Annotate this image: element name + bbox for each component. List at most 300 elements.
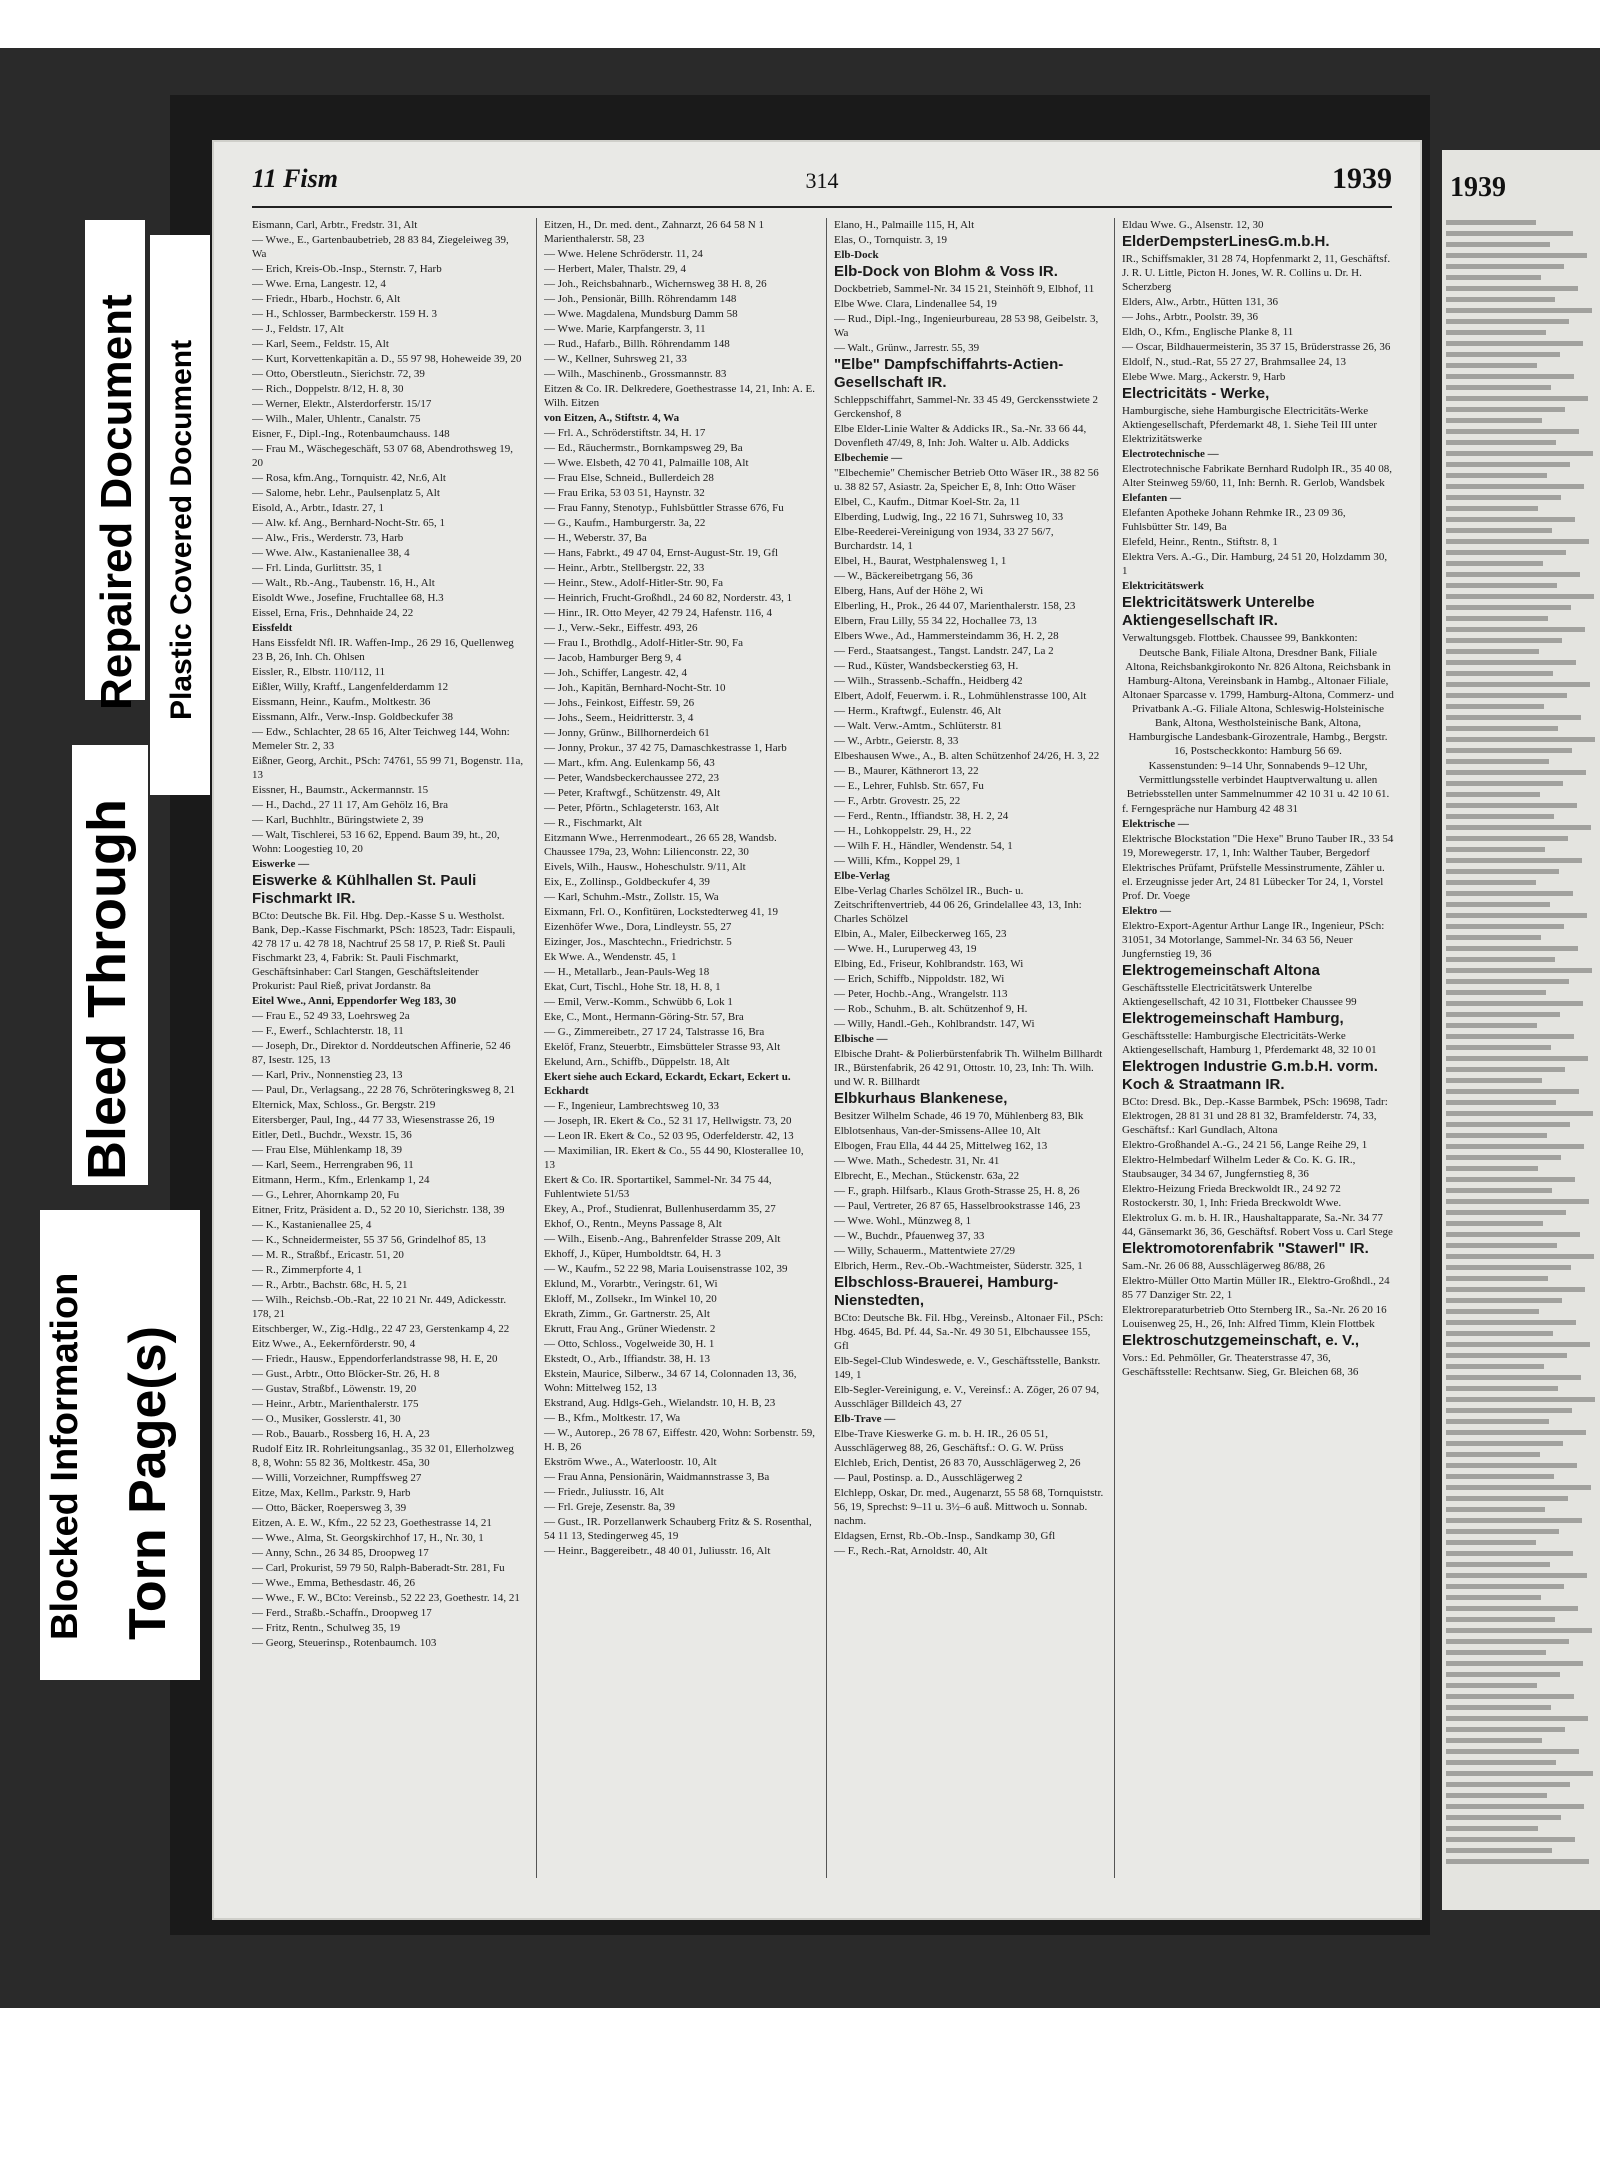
neighbor-text-line: [1446, 231, 1573, 236]
directory-entry: — R., Fischmarkt, Alt: [544, 817, 642, 829]
neighbor-text-line: [1446, 1771, 1593, 1776]
neighbor-text-line: [1446, 1672, 1560, 1677]
directory-entry: Eldh, O., Kfm., Englische Planke 8, 11: [1122, 326, 1294, 338]
directory-entry: — Salome, hebr. Lehr., Paulsenplatz 5, Alt: [252, 487, 440, 499]
directory-entry: Elbers Wwe., Ad., Hammersteindamm 36, H. 2, 28: [834, 630, 1059, 642]
directory-entry: Elchleb, Erich, Dentist, 26 83 70, Ausschlägerweg 2, 26: [834, 1457, 1081, 1469]
column-1: [252, 218, 524, 1878]
neighbor-text-line: [1446, 803, 1577, 808]
directory-entry: Elb-Segel-Club Windeswede, e. V., Geschäftsstelle, Bankstr. 149, 1: [834, 1355, 1101, 1381]
directory-entry: Eitler, Detl., Buchdr., Wexstr. 15, 36: [252, 1129, 412, 1141]
directory-entry: — Friedr., Hausw., Eppendorferlandstrasse 98, H. E, 20: [252, 1353, 498, 1365]
neighbor-text-line: [1446, 781, 1563, 786]
neighbor-text-line: [1446, 968, 1592, 973]
directory-entry: — Frau M., Wäschegeschäft, 53 07 68, Abendrothsweg 19, 20: [252, 443, 513, 469]
directory-entry: — Walt., Grünw., Jarrestr. 55, 39: [834, 342, 980, 354]
neighbor-text-line: [1446, 1606, 1578, 1611]
directory-entry: — Frau E., 52 49 33, Loehrsweg 2a: [252, 1010, 410, 1022]
directory-entry: Elbogen, Frau Ella, 44 44 25, Mittelweg 162, 13: [834, 1140, 1048, 1152]
neighbor-text-line: [1446, 1177, 1575, 1182]
directory-entry: Elb-Trave —: [834, 1413, 896, 1425]
neighbor-text-line: [1446, 1430, 1586, 1435]
directory-entry: Elbin, A., Maler, Eilbeckerweg 165, 23: [834, 928, 1007, 940]
directory-entry: — Alw. kf. Ang., Bernhard-Nocht-Str. 65, 1: [252, 517, 445, 529]
neighbor-text-line: [1446, 1716, 1588, 1721]
directory-entry: Hamburgische, siehe Hamburgische Electricitäts-Werke Aktiengesellschaft, Pferdemarkt 48, 1. Siehe Teil III unter Elektrizitätswerke: [1122, 405, 1378, 445]
header-year: 1939: [1332, 162, 1392, 195]
neighbor-text-line: [1446, 429, 1579, 434]
directory-entry: — Wwe., F. W., BCto: Vereinsb., 52 22 23, Goethestr. 14, 21: [252, 1592, 520, 1604]
directory-entry: ElderDempsterLinesG.m.b.H.: [1122, 233, 1330, 250]
neighbor-text-line: [1446, 517, 1575, 522]
neighbor-text-line: [1446, 1463, 1577, 1468]
directory-entry: — Frau Anna, Pensionärin, Waidmannstrasse 3, Ba: [544, 1471, 770, 1483]
directory-entry: — Oscar, Bildhauermeisterin, 35 37 15, Brüderstrasse 26, 36: [1122, 341, 1391, 353]
directory-entry: Sam.-Nr. 26 06 88, Ausschlägerweg 86/88, 26: [1122, 1260, 1325, 1272]
directory-entry: — Werner, Elektr., Alsterdorferstr. 15/17: [252, 398, 432, 410]
neighbor-text-line: [1446, 935, 1541, 940]
directory-entry: — Peter, Kraftwgf., Schützenstr. 49, Alt: [544, 787, 721, 799]
neighbor-text-line: [1446, 1518, 1582, 1523]
directory-entry: — Gust., Arbtr., Otto Blöcker-Str. 26, H. 8: [252, 1368, 440, 1380]
neighbor-text-line: [1446, 616, 1548, 621]
neighbor-page: [1442, 150, 1600, 1910]
neighbor-text-line: [1446, 1826, 1538, 1831]
neighbor-text-line: [1446, 1738, 1542, 1743]
directory-entry: Eitschberger, W., Zig.-Hdlg., 22 47 23, Gerstenkamp 4, 22: [252, 1323, 510, 1335]
neighbor-text-line: [1446, 1419, 1549, 1424]
directory-entry: — Emil, Verw.-Komm., Schwübb 6, Lok 1: [544, 996, 733, 1008]
directory-entry: Elektrisches Prüfamt, Prüfstelle Messinstrumente, Zähler u. el. Erzeugnisse jeder Art, 24 81 Lübecker Tor 24, 1, Vorstel Prof. Dr. Voege: [1122, 862, 1385, 902]
directory-entry: Eivels, Wilh., Hausw., Hoheschulstr. 9/11, Alt: [544, 861, 746, 873]
directory-page: [212, 140, 1422, 1920]
neighbor-text-line: [1446, 913, 1587, 918]
directory-entry: Elektricitätswerk Unterelbe Aktiengesellschaft IR.: [1122, 594, 1315, 629]
directory-entry: Elefeld, Heinr., Rentn., Stiftstr. 8, 1: [1122, 536, 1278, 548]
plastic-covered-label: Plastic Covered Document: [165, 339, 198, 720]
neighbor-text-line: [1446, 1848, 1552, 1853]
neighbor-text-line: [1446, 1001, 1583, 1006]
directory-entry: — Frau I., Brothdlg., Adolf-Hitler-Str. 90, Fa: [544, 637, 743, 649]
directory-entry: — Karl, Schuhm.-Mstr., Zollstr. 15, Wa: [544, 891, 719, 903]
directory-entry: Elbe-Verlag: [834, 870, 890, 882]
directory-entry: — Wwe. Math., Schedestr. 31, Nr. 41: [834, 1155, 1000, 1167]
neighbor-text-line: [1446, 682, 1590, 687]
directory-columns: [252, 218, 1392, 1878]
neighbor-text-line: [1446, 1584, 1564, 1589]
directory-entry: — Wwe., E., Gartenbaubetrieb, 28 83 84, Ziegeleiweg 39, Wa: [252, 234, 509, 260]
neighbor-text-line: [1446, 1650, 1546, 1655]
neighbor-text-line: [1446, 858, 1582, 863]
neighbor-text-line: [1446, 1364, 1544, 1369]
directory-entry: — K., Kastanienallee 25, 4: [252, 1219, 372, 1231]
directory-entry: — Jacob, Hamburger Berg 9, 4: [544, 652, 682, 664]
neighbor-text-line: [1446, 1595, 1541, 1600]
header-left-text: 11 Fism: [252, 164, 338, 193]
neighbor-text-line: [1446, 1221, 1543, 1226]
directory-entry: — Gustav, Straßbf., Löwenstr. 19, 20: [252, 1383, 417, 1395]
neighbor-text-line: [1446, 1144, 1584, 1149]
neighbor-text-line: [1446, 583, 1557, 588]
neighbor-text-line: [1446, 825, 1591, 830]
directory-entry: — Peter, Wandsbeckerchaussee 272, 23: [544, 772, 720, 784]
directory-entry: — Rud., Küster, Wandsbeckerstieg 63, H.: [834, 660, 1019, 672]
neighbor-text-line: [1446, 638, 1562, 643]
neighbor-text-line: [1446, 1573, 1587, 1578]
directory-entry: — B., Kfm., Moltkestr. 17, Wa: [544, 1412, 681, 1424]
neighbor-text-line: [1446, 1683, 1537, 1688]
directory-entry: — Joseph, Dr., Direktor d. Norddeutschen Affinerie, 52 46 87, Isestr. 125, 13: [252, 1040, 511, 1066]
neighbor-text-line: [1446, 1397, 1595, 1402]
directory-entry: Elektro-Müller Otto Martin Müller IR., Elektro-Großhdl., 24 85 77 Danziger Str. 22, 1: [1122, 1275, 1390, 1301]
directory-entry: Elbe-Verlag Charles Schölzel IR., Buch- u. Zeitschriftenvertrieb, 44 06 26, Grindelallee 43, 13, Inh: Charles Schölzel: [834, 885, 1082, 925]
neighbor-text-line: [1446, 1045, 1551, 1050]
directory-entry: — Wilh., Strassenb.-Schaffn., Heidberg 42: [834, 675, 1023, 687]
directory-entry: — H., Schlosser, Barmbeckerstr. 159 H. 3: [252, 308, 438, 320]
neighbor-text-line: [1446, 1199, 1589, 1204]
directory-entry: Eizinger, Jos., Maschtechn., Friedrichstr. 5: [544, 936, 732, 948]
neighbor-text-line: [1446, 836, 1568, 841]
neighbor-text-line: [1446, 957, 1555, 962]
directory-entry: — G., Lehrer, Ahornkamp 20, Fu: [252, 1189, 400, 1201]
directory-entry: Ekelund, Arn., Schiffb., Düppelstr. 18, Alt: [544, 1056, 730, 1068]
directory-entry: Elbschloss-Brauerei, Hamburg-Nienstedten,: [834, 1274, 1059, 1309]
neighbor-text-line: [1446, 264, 1564, 269]
neighbor-text-line: [1446, 1265, 1571, 1270]
directory-entry: Elektromotorenfabrik "Stawerl" IR.: [1122, 1240, 1369, 1257]
directory-entry: IR., Schiffsmakler, 31 28 74, Hopfenmarkt 2, 11, Geschäftsf. J. R. U. Little, Picton H. Jones, W. R. Collins u. Dr. H. Scherzberg: [1122, 253, 1391, 293]
neighbor-text-line: [1446, 352, 1560, 357]
directory-entry: — Rud., Dipl.-Ing., Ingenieurbureau, 28 53 98, Geibelstr. 3, Wa: [834, 313, 1099, 339]
directory-entry: — Mart., kfm. Ang. Eulenkamp 56, 43: [544, 757, 715, 769]
directory-entry: — Carl, Prokurist, 59 79 50, Ralph-Baberadt-Str. 281, Fu: [252, 1562, 505, 1574]
directory-entry: — Frau Erika, 53 03 51, Haynstr. 32: [544, 487, 705, 499]
directory-entry: — Willi, Kfm., Koppel 29, 1: [834, 855, 961, 867]
column-3: [834, 218, 1106, 1878]
directory-entry: — Paul, Dr., Verlagsang., 22 28 76, Schröteringksweg 8, 21: [252, 1084, 516, 1096]
directory-entry: Electricitäts - Werke,: [1122, 385, 1270, 402]
neighbor-text-line: [1446, 869, 1559, 874]
directory-entry: — G., Kaufm., Hamburgerstr. 3a, 22: [544, 517, 706, 529]
neighbor-text-line: [1446, 1298, 1562, 1303]
directory-entry: Eißner, Georg, Archit., PSch: 74761, 55 99 71, Bogenstr. 11a, 13: [252, 755, 524, 781]
directory-entry: Ekhoff, J., Küper, Humboldtstr. 64, H. 3: [544, 1248, 721, 1260]
directory-entry: — Wilh., Eisenb.-Ang., Bahrenfelder Strasse 209, Alt: [544, 1233, 781, 1245]
directory-entry: Eissel, Erna, Fris., Dehnhaide 24, 22: [252, 607, 414, 619]
neighbor-text-line: [1446, 1441, 1563, 1446]
directory-entry: Elektrogemeinschaft Altona: [1122, 962, 1320, 979]
directory-entry: — Rob., Schuhm., B. alt. Schützenhof 9, H.: [834, 1003, 1028, 1015]
neighbor-text-line: [1446, 924, 1564, 929]
directory-entry: — Joh., Kapitän, Bernhard-Nocht-Str. 10: [544, 682, 726, 694]
neighbor-text-line: [1446, 1661, 1583, 1666]
directory-entry: — Friedr., Hbarb., Hochstr. 6, Alt: [252, 293, 401, 305]
neighbor-text-line: [1446, 1727, 1565, 1732]
directory-entry: Elbert, Adolf, Feuerwm. i. R., Lohmühlenstrasse 100, Alt: [834, 690, 1087, 702]
directory-entry: Eix, E., Zollinsp., Goldbeckufer 4, 39: [544, 876, 710, 888]
directory-entry: Elders, Alw., Arbtr., Hütten 131, 36: [1122, 296, 1279, 308]
neighbor-text-line: [1446, 484, 1584, 489]
directory-entry: — Edw., Schlachter, 28 65 16, Alter Teichweg 144, Wohn: Memeler Str. 2, 33: [252, 726, 510, 752]
directory-entry: Elbe Wwe. Clara, Lindenallee 54, 19: [834, 298, 997, 310]
directory-entry: Ekey, A., Prof., Studienrat, Bullenhuserdamm 35, 27: [544, 1203, 776, 1215]
directory-entry: — Wilh., Maler, Uhlentr., Canalstr. 75: [252, 413, 421, 425]
neighbor-text-line: [1446, 297, 1555, 302]
directory-entry: — Rich., Doppelstr. 8/12, H. 8, 30: [252, 383, 404, 395]
neighbor-text-line: [1446, 253, 1587, 258]
directory-entry: — Maximilian, IR. Ekert & Co., 55 44 90, Klosterallee 10, 13: [544, 1145, 804, 1171]
neighbor-text-line: [1446, 660, 1576, 665]
neighbor-text-line: [1446, 407, 1565, 412]
directory-entry: Elbel, C., Kaufm., Ditmar Koel-Str. 2a, 11: [834, 496, 1021, 508]
directory-entry: — Wwe. Marie, Karpfangerstr. 3, 11: [544, 323, 706, 335]
directory-entry: — Rosa, kfm.Ang., Tornquistr. 42, Nr.6, Alt: [252, 472, 446, 484]
directory-entry: Ek Wwe. A., Wendenstr. 45, 1: [544, 951, 677, 963]
neighbor-text-line: [1446, 1529, 1559, 1534]
directory-entry: Eldau Wwe. G., Alsenstr. 12, 30: [1122, 219, 1264, 231]
neighbor-text-line: [1446, 946, 1578, 951]
directory-entry: Elbechemie —: [834, 452, 903, 464]
directory-entry: Elberg, Hans, Auf der Höhe 2, Wi: [834, 585, 984, 597]
directory-entry: Elektrogen Industrie G.m.b.H. vorm. Koch & Straatmann IR.: [1122, 1058, 1378, 1093]
neighbor-text-line: [1446, 1276, 1548, 1281]
directory-entry: — W., Bäckereibetrgang 56, 36: [834, 570, 973, 582]
directory-entry: Eitz Wwe., A., Eekernförderstr. 90, 4: [252, 1338, 416, 1350]
neighbor-text-line: [1446, 792, 1540, 797]
directory-entry: Schleppschiffahrt, Sammel-Nr. 33 45 49, Gerckensstwiete 2 Gerckenshof, 8: [834, 394, 1099, 420]
directory-entry: Elektrische —: [1122, 818, 1189, 830]
directory-entry: — Alw., Fris., Werderstr. 73, Harb: [252, 532, 404, 544]
neighbor-text-line: [1446, 1782, 1570, 1787]
directory-entry: Elbe-Trave Kieswerke G. m. b. H. IR., 26 05 51, Ausschlägerweg 88, 26, Geschäftsf.: O. G. W. Prüss: [834, 1428, 1064, 1454]
bleed-through-label: Bleed Through: [77, 799, 137, 1180]
directory-entry: — Wwe. Erna, Langestr. 12, 4: [252, 278, 386, 290]
directory-entry: Eitzmann Wwe., Herrenmodeart., 26 65 28, Wandsb. Chaussee 179a, 23, Wohn: Lilienconstr. 22, 30: [544, 832, 777, 858]
directory-entry: Elchlepp, Oskar, Dr. med., Augenarzt, 55 58 68, Tornquiststr. 56, 19, Sprechst: 9–11 u. 3½–6 auß. Mittwoch u. Sonnab. nachm.: [834, 1487, 1104, 1527]
directory-entry: Elberling, H., Prok., 26 44 07, Marienthalerstr. 158, 23: [834, 600, 1076, 612]
directory-entry: Electrotechnische Fabrikate Bernhard Rudolph IR., 35 40 08, Alter Steinweg 59/60, 11, Inh: Bernh. R. Gerlob, Wandsbek: [1122, 463, 1393, 489]
directory-entry: — Frau Else, Mühlenkamp 18, 39: [252, 1144, 403, 1156]
neighbor-text-line: [1446, 1804, 1584, 1809]
directory-entry: — Wwe. Helene Schröderstr. 11, 24: [544, 248, 703, 260]
directory-entry: Ekrutt, Frau Ang., Grüner Wiedenstr. 2: [544, 1323, 716, 1335]
directory-entry: — Wilh., Reichsb.-Ob.-Rat, 22 10 21 Nr. 449, Adickesstr. 178, 21: [252, 1294, 507, 1320]
neighbor-text-line: [1446, 1166, 1538, 1171]
directory-entry: — Peter, Hochb.-Ang., Wrangelstr. 113: [834, 988, 1008, 1000]
directory-entry: — Wwe., Alma, St. Georgskirchhof 17, H., Nr. 30, 1: [252, 1532, 484, 1544]
directory-entry: Ekhof, O., Rentn., Meyns Passage 8, Alt: [544, 1218, 722, 1230]
directory-entry: Elbkurhaus Blankenese,: [834, 1090, 1008, 1107]
neighbor-text-line: [1446, 1034, 1574, 1039]
neighbor-text-line: [1446, 308, 1592, 313]
directory-entry: Elektrische Blockstation "Die Hexe" Bruno Tauber IR., 33 54 19, Morewegerstr. 17, 1, Inh: Walther Tauber, Bergedorf: [1122, 833, 1394, 859]
directory-entry: Elbe-Reederei-Vereinigung von 1934, 33 27 56/7, Burchardstr. 14, 1: [834, 526, 1054, 552]
column-divider: [1114, 218, 1115, 1878]
neighbor-text-line: [1446, 1386, 1558, 1391]
directory-entry: — Wilh F. H., Händler, Wendenstr. 54, 1: [834, 840, 1013, 852]
directory-entry: Elektrolux G. m. b. H. IR., Haushaltapparate, Sa.-Nr. 34 77 44, Gänsemarkt 36, 36, Geschäftsf. Robert Voss u. Carl Stege: [1122, 1212, 1393, 1238]
directory-entry: Eismann, Carl, Arbtr., Fredstr. 31, Alt: [252, 219, 418, 231]
neighbor-text-line: [1446, 275, 1541, 280]
column-divider: [536, 218, 537, 1878]
neighbor-text-line: [1446, 1122, 1570, 1127]
directory-entry: — Willy, Handl.-Geh., Kohlbrandstr. 147, Wi: [834, 1018, 1035, 1030]
directory-entry: "Elbechemie" Chemischer Betrieb Otto Wäser IR., 38 82 56 u. 38 82 57, Asiastr. 2a, Speicher E, 8, Inh: Otto Wäser: [834, 467, 1099, 493]
directory-entry: — Johs., Seem., Heidritterstr. 3, 4: [544, 712, 694, 724]
directory-entry: Eklund, M., Vorarbtr., Veringstr. 61, Wi: [544, 1278, 718, 1290]
directory-entry: — Paul, Vertreter, 26 87 65, Hasselbrookstrasse 146, 23: [834, 1200, 1081, 1212]
directory-entry: Elblotsenhaus, Van-der-Smissens-Allee 10, Alt: [834, 1125, 1041, 1137]
directory-entry: — Walt, Tischlerei, 53 16 62, Eppend. Baum 39, ht., 20, Wohn: Loogestieg 10, 20: [252, 829, 500, 855]
directory-entry: — W., Autorep., 26 78 67, Eiffestr. 420, Wohn: Sorbenstr. 59, H. B, 26: [544, 1427, 815, 1453]
directory-entry: Elb-Dock von Blohm & Voss IR.: [834, 263, 1058, 280]
directory-entry: Geschäftsstelle Electricitätswerk Unterelbe Aktiengesellschaft, 42 10 31, Flottbeker Chaussee 99: [1122, 982, 1357, 1008]
neighbor-text-line: [1446, 1012, 1560, 1017]
neighbor-text-line: [1446, 715, 1581, 720]
directory-entry: — Heinr., Stew., Adolf-Hitler-Str. 90, Fa: [544, 577, 724, 589]
directory-entry: Elektroschutzgemeinschaft, e. V.,: [1122, 1332, 1360, 1349]
directory-entry: Eissmann, Heinr., Kaufm., Moltkestr. 36: [252, 696, 431, 708]
directory-entry: Eissler, R., Elbstr. 110/112, 11: [252, 666, 386, 678]
directory-entry: Eiswerke —: [252, 858, 310, 870]
directory-entry: Eldagsen, Ernst, Rb.-Ob.-Insp., Sandkamp 30, Gfl: [834, 1530, 1056, 1542]
neighbor-text-line: [1446, 990, 1546, 995]
directory-entry: — Johs., Arbtr., Poolstr. 39, 36: [1122, 311, 1258, 323]
directory-entry: Eitmann, Herm., Kfm., Erlenkamp 1, 24: [252, 1174, 430, 1186]
neighbor-text-line: [1446, 1639, 1569, 1644]
directory-entry: — Wilh., Maschinenb., Grossmannstr. 83: [544, 368, 727, 380]
neighbor-text-line: [1446, 440, 1556, 445]
directory-entry: — Willy, Schauerm., Mattentwiete 27/29: [834, 1245, 1016, 1257]
page-header: [252, 162, 1392, 208]
directory-entry: Ekat, Curt, Tischl., Hohe Str. 18, H. 8, 1: [544, 981, 721, 993]
directory-entry: Elano, H., Palmaille 115, H, Alt: [834, 219, 975, 231]
directory-entry: — R., Arbtr., Bachstr. 68c, H. 5, 21: [252, 1279, 408, 1291]
directory-entry: — Karl, Priv., Nonnenstieg 23, 13: [252, 1069, 403, 1081]
neighbor-text-line: [1446, 1452, 1540, 1457]
directory-entry: Kassenstunden: 9–14 Uhr, Sonnabends 9–12 Uhr, Vermittlungsstelle verbindet Hauptverwaltung u. allen Betriebsstellen unter Sammelnummer 42 10 31 u. 42 10 61.: [1126, 760, 1390, 800]
directory-entry: Eldolf, N., stud.-Rat, 55 27 27, Brahmsallee 24, 13: [1122, 356, 1346, 368]
neighbor-text-line: [1446, 1353, 1567, 1358]
directory-entry: Elektro-Export-Agentur Arthur Lange IR., Ingenieur, PSch: 31051, 34 Motorlange, Sammel-Nr. 34 63 56, Neuer Jungfernstieg 19, 36: [1122, 920, 1385, 960]
directory-entry: — J., Feldstr. 17, Alt: [252, 323, 344, 335]
neighbor-text-line: [1446, 572, 1580, 577]
neighbor-text-line: [1446, 1287, 1585, 1292]
directory-entry: — Jonny, Grünw., Billhornerdeich 61: [544, 727, 710, 739]
neighbor-text-line: [1446, 627, 1585, 632]
directory-entry: — Frl. A., Schröderstiftstr. 34, H. 17: [544, 427, 706, 439]
neighbor-text-line: [1446, 374, 1574, 379]
directory-entry: — Willi, Vorzeichner, Rumpffsweg 27: [252, 1472, 422, 1484]
directory-entry: Eissmann, Alfr., Verw.-Insp. Goldbeckufer 38: [252, 711, 454, 723]
neighbor-text-line: [1446, 1111, 1593, 1116]
directory-entry: — F., Rech.-Rat, Arnoldstr. 40, Alt: [834, 1545, 988, 1557]
neighbor-text-line: [1446, 1628, 1592, 1633]
neighbor-text-line: [1446, 1100, 1556, 1105]
neighbor-text-line: [1446, 385, 1551, 390]
neighbor-text-line: [1446, 1617, 1555, 1622]
directory-entry: — Herbert, Maler, Thalstr. 29, 4: [544, 263, 687, 275]
directory-entry: Elberding, Ludwig, Ing., 22 16 71, Suhrsweg 10, 33: [834, 511, 1064, 523]
neighbor-text-line: [1446, 418, 1542, 423]
neighbor-text-line: [1446, 462, 1570, 467]
directory-entry: Elbern, Frau Lilly, 55 34 22, Hochallee 73, 13: [834, 615, 1037, 627]
directory-entry: — Peter, Pförtn., Schlageterstr. 163, Alt: [544, 802, 719, 814]
neighbor-text-line: [1446, 1254, 1594, 1259]
directory-entry: BCto: Deutsche Bk. Fil. Hbg. Dep.-Kasse S u. Westholst. Bank, Dep.-Kasse Fischmarkt, PSch: 18523, Tadr: Eispauli, 42 78 17 u. 42 78 18, Nachtruf 25 58 17, P. Rieß St. Pauli Fischmarkt 23, 4, Fabrik: St. Pauli Fischmarkt, Geschäftsinhaber: Carl Stangen, Geschäftsleitender Prokurist: Paul Rieß, privat Jordanstr. 8a: [252, 910, 516, 992]
directory-entry: Eke, C., Mont., Hermann-Göring-Str. 57, Bra: [544, 1011, 744, 1023]
directory-entry: Elas, O., Tornquistr. 3, 19: [834, 234, 947, 246]
directory-entry: — J., Verw.-Sekr., Eiffestr. 493, 26: [544, 622, 698, 634]
directory-entry: Eißler, Willy, Kraftf., Langenfelderdamm 12: [252, 681, 449, 693]
directory-entry: — Erich, Kreis-Ob.-Insp., Sternstr. 7, Harb: [252, 263, 442, 275]
directory-entry: Elektrogemeinschaft Hamburg,: [1122, 1010, 1344, 1027]
directory-entry: — Hans, Fabrkt., 49 47 04, Ernst-August-Str. 19, Gfl: [544, 547, 779, 559]
directory-entry: Elebe Wwe. Marg., Ackerstr. 9, Harb: [1122, 371, 1286, 383]
directory-entry: Elektra Vers. A.-G., Dir. Hamburg, 24 51 20, Holzdamm 30, 1: [1122, 551, 1388, 577]
neighbor-text-line: [1446, 473, 1547, 478]
directory-entry: — Herm., Kraftwgf., Eulenstr. 46, Alt: [834, 705, 1002, 717]
neighbor-text-line: [1446, 330, 1546, 335]
directory-entry: Ekelöf, Franz, Steuerbtr., Eimsbütteler Strasse 93, Alt: [544, 1041, 781, 1053]
neighbor-text-line: [1446, 1408, 1572, 1413]
directory-entry: Elefanten —: [1122, 492, 1181, 504]
directory-entry: — F., Ewerf., Schlachterstr. 18, 11: [252, 1025, 404, 1037]
directory-entry: — Johs., Feinkost, Eiffestr. 59, 26: [544, 697, 695, 709]
directory-entry: BCto: Deutsche Bk. Fil. Hbg., Vereinsb., Altonaer Fil., PSch: Hbg. 4645, Bd. Pf. 44, Sa.-Nr. 49 30 51, Elbchaussee 155, Gfl: [834, 1312, 1104, 1352]
directory-entry: Eisner, F., Dipl.-Ing., Rotenbaumchauss. 148: [252, 428, 450, 440]
directory-entry: Elektro-Heizung Frieda Breckwoldt IR., 24 92 72 Rostockerstr. 30, 1, Inh: Frieda Breckwoldt Wwe.: [1122, 1183, 1342, 1209]
directory-entry: — Otto, Bäcker, Roepersweg 3, 39: [252, 1502, 407, 1514]
directory-entry: — Jonny, Prokur., 37 42 75, Damaschkestrasse 1, Harb: [544, 742, 787, 754]
neighbor-text-line: [1446, 506, 1538, 511]
neighbor-text-line: [1446, 1705, 1551, 1710]
directory-entry: Verwaltungsgeb. Flottbek. Chaussee 99, Bankkonten:: [1122, 632, 1358, 644]
directory-entry: Geschäftsstelle: Hamburgische Electricitäts-Werke Aktiengesellschaft, Hamburg 1, Pferdemarkt 48, 32 10 01: [1122, 1030, 1377, 1056]
directory-entry: — Frau Fanny, Stenotyp., Fuhlsbüttler Strasse 676, Fu: [544, 502, 784, 514]
neighbor-text-line: [1446, 1342, 1590, 1347]
neighbor-text-line: [1446, 1210, 1566, 1215]
neighbor-text-line: [1446, 1023, 1537, 1028]
blocked-information-label: Blocked Information: [44, 1272, 86, 1640]
directory-entry: — H., Weberstr. 37, Ba: [544, 532, 647, 544]
directory-entry: — Joh., Schiffer, Langestr. 42, 4: [544, 667, 687, 679]
directory-entry: — Gust., IR. Porzellanwerk Schauberg Fritz & S. Rosenthal, 54 11 13, Stedingerweg 45, 19: [544, 1516, 812, 1542]
neighbor-text-line: [1446, 1496, 1568, 1501]
directory-entry: Deutsche Bank, Filiale Altona, Dresdner Bank, Filiale Altona, Reichsbankgirokonto Nr. 826 Altona, Reichsbank in Hamburg-Altona, Vereinsbank in Hambg., Altonaer Filiale, Altonaer Sparcasse v. 1799, Hamburg-Altona, Commerz- und Privatbank A.-G. Filiale Altona, Schleswig-Holsteinische Bank, Altona, Westholsteinische Bank, Altona, Hamburgische Landesbank-Girozentrale, Hambg., Bergstr. 16, Postscheckkonto: Hamburg 56 69.: [1122, 647, 1394, 757]
directory-entry: — Walt., Rb.-Ang., Taubenstr. 16, H., Alt: [252, 577, 435, 589]
directory-entry: — H., Metallarb., Jean-Pauls-Weg 18: [544, 966, 710, 978]
directory-entry: — W., Kellner, Suhrsweg 21, 33: [544, 353, 687, 365]
column-4: [1122, 218, 1394, 1878]
directory-entry: — Heinr., Arbtr., Marienthalerstr. 175: [252, 1398, 419, 1410]
directory-entry: Elb-Dock: [834, 249, 879, 261]
neighbor-text-line: [1446, 704, 1544, 709]
directory-entry: Elbe Elder-Linie Walter & Addicks IR., Sa.-Nr. 33 66 44, Dovenfleth 47/49, 8, Inh: Joh. Walter u. Alb. Addicks: [834, 423, 1087, 449]
directory-entry: — Wwe. H., Luruperweg 43, 19: [834, 943, 977, 955]
neighbor-text-line: [1446, 242, 1550, 247]
directory-entry: Ekstedt, O., Arb., Iffiandstr. 38, H. 13: [544, 1353, 711, 1365]
directory-entry: Besitzer Wilhelm Schade, 46 19 70, Mühlenberg 83, Blk: [834, 1110, 1084, 1122]
directory-entry: — Wwe. Wohl., Münzweg 8, 1: [834, 1215, 972, 1227]
directory-entry: Elternick, Max, Schloss., Gr. Bergstr. 219: [252, 1099, 436, 1111]
directory-entry: — G., Zimmereibetr., 27 17 24, Talstrasse 16, Bra: [544, 1026, 765, 1038]
directory-entry: — Leon IR. Ekert & Co., 52 03 95, Oderfelderstr. 42, 13: [544, 1130, 794, 1142]
neighbor-text-line: [1446, 1232, 1580, 1237]
neighbor-text-line: [1446, 1078, 1542, 1083]
neighbor-text-line: [1446, 1694, 1574, 1699]
repaired-document-label: Repaired Document: [92, 294, 141, 710]
